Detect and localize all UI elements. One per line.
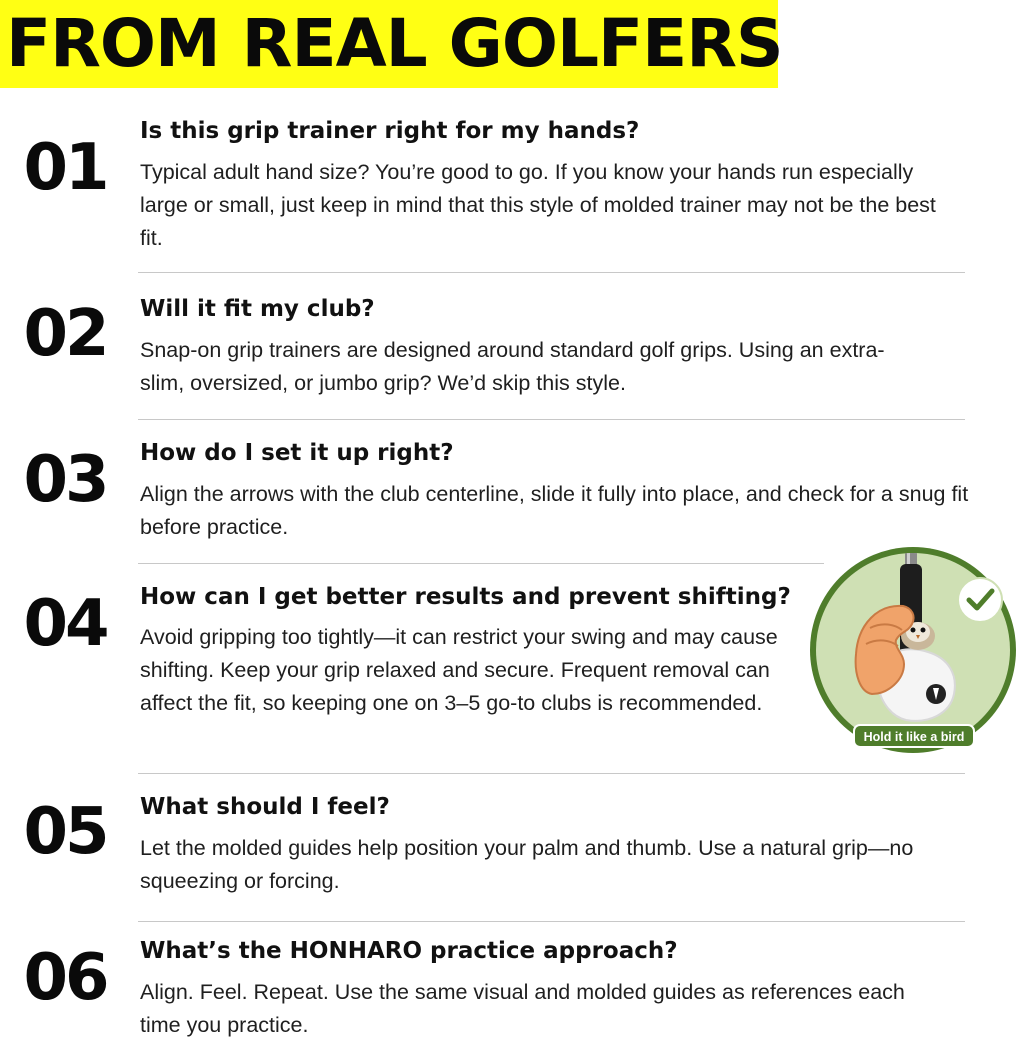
divider [138,563,824,564]
faq-number: 05 [23,795,107,869]
faq-number: 03 [23,443,107,517]
divider [138,921,965,922]
faq-question: How can I get better results and prevent shifting? [140,584,791,610]
faq-answer: Avoid gripping too tightly—it can restrict your swing and may cause shifting. Keep your grip relaxed and secure. Frequent removal can affect the fit, so keeping one on 3–5 go-to clubs is recommended. [140,625,778,715]
faq-answer: Typical adult hand size? You’re good to go. If you know your hands run especially large or small, just keep in mind that this style of molded trainer may not be the best fit. [140,160,936,250]
faq-question: What should I feel? [140,794,390,820]
faq-number: 02 [23,297,107,371]
faq-answer: Align. Feel. Repeat. Use the same visual and molded guides as references each time you practice. [140,980,905,1037]
checkmark-icon [958,578,1002,622]
divider [138,272,965,273]
divider [138,419,965,420]
faq-question: How do I set it up right? [140,440,454,466]
faq-question: Is this grip trainer right for my hands? [140,118,640,144]
hold-it-like-a-bird-badge [808,544,1018,756]
faq-number: 01 [23,131,107,205]
faq-number: 04 [23,587,107,661]
faq-answer: Let the molded guides help position your palm and thumb. Use a natural grip—no squeezing or forcing. [140,836,914,893]
badge-label: Hold it like a bird [863,730,965,744]
faq-number: 06 [23,941,107,1015]
page-title: FROM REAL GOLFERS [6,5,783,82]
faq-question: Will it fit my club? [140,296,375,322]
divider [138,773,965,774]
faq-question: What’s the HONHARO practice approach? [140,938,678,964]
faq-answer: Snap-on grip trainers are designed around standard golf grips. Using an extra-slim, oversized, or jumbo grip? We’d skip this style. [140,338,885,395]
faq-answer: Align the arrows with the club centerline, slide it fully into place, and check for a snug fit before practice. [140,482,969,539]
